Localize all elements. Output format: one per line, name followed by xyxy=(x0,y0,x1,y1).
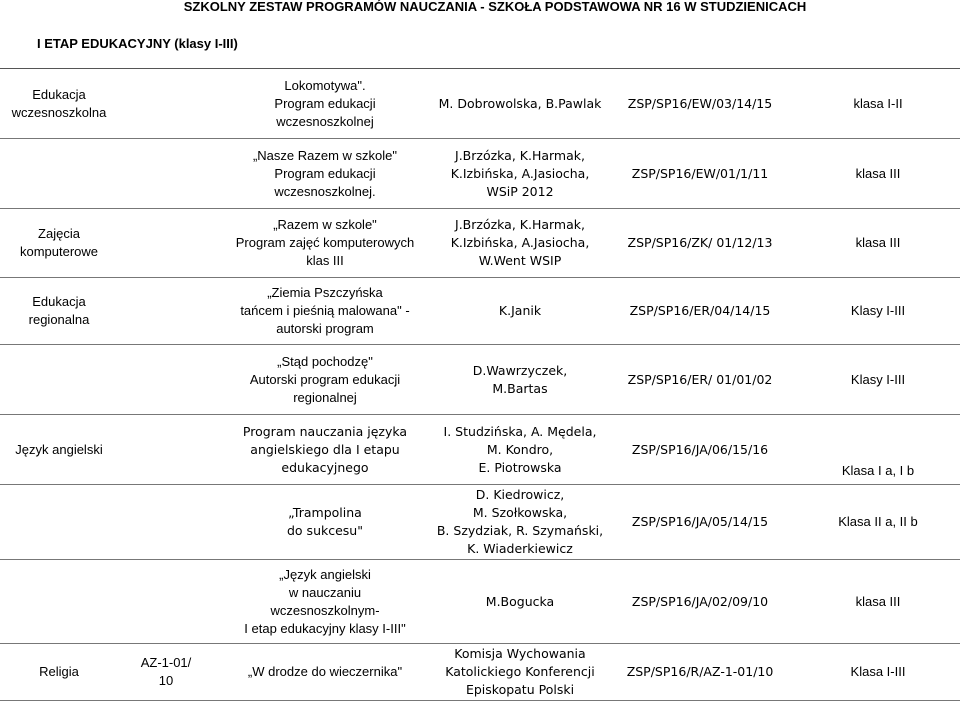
classes-cell: Klasa II a, II b xyxy=(796,485,960,560)
author-line: M. Kondro, xyxy=(486,441,554,457)
author-line: D. Kiedrowicz, xyxy=(475,487,565,502)
program-cell xyxy=(214,278,436,345)
table-row xyxy=(0,560,960,644)
subject-cell xyxy=(0,415,118,485)
document-title: SZKOLNY ZESTAW PROGRAMÓW NAUCZANIA - SZKOŁA PODSTAWOWA NR 16 W STUDZIENICACH xyxy=(183,0,807,14)
author-line: K.Izbińska, A.Jasiocha, xyxy=(450,235,590,250)
author-line: J.Brzózka, K.Harmak, xyxy=(455,147,585,163)
program-line: „W drodze do wieczernika" xyxy=(247,664,403,679)
code-cell xyxy=(118,485,214,560)
program-line: wczesnoszkolnej xyxy=(276,113,374,129)
subject-line: Język angielski xyxy=(15,441,103,457)
program-line: „Nasze Razem w szkole" xyxy=(252,147,398,163)
program-line: Program edukacji xyxy=(274,95,376,111)
table-row xyxy=(0,69,960,139)
program-line: do sukcesu" xyxy=(287,523,363,538)
author-line: M.Bartas xyxy=(492,380,548,396)
program-line: edukacyjnego xyxy=(281,459,369,475)
program-cell xyxy=(214,560,436,644)
program-line: autorski program xyxy=(276,321,374,336)
program-cell xyxy=(214,644,436,701)
author-line: B. Szydziak, R. Szymański, xyxy=(436,523,604,538)
author-line: D.Wawrzyczek, xyxy=(472,362,568,378)
classes-cell: Klasa I a, I b xyxy=(796,415,960,485)
code-cell xyxy=(118,139,214,209)
table-row xyxy=(0,345,960,415)
program-cell xyxy=(214,485,436,560)
code-cell xyxy=(118,69,214,139)
classes-cell: klasa III xyxy=(796,139,960,209)
document-subtitle: I ETAP EDUKACYJNY (klasy I-III) xyxy=(37,36,238,51)
program-cell xyxy=(214,415,436,485)
author-line: E. Piotrowska xyxy=(478,459,562,475)
program-number-cell: ZSP/SP16/ER/ 01/01/02 xyxy=(604,345,796,415)
subject-line: wczesnoszkolna xyxy=(11,104,107,120)
classes-cell: klasa I-II xyxy=(796,69,960,139)
program-line: klas III xyxy=(306,253,344,268)
subject-cell xyxy=(0,345,118,415)
authors-cell xyxy=(436,209,604,278)
code-cell xyxy=(118,345,214,415)
authors-cell xyxy=(436,69,604,139)
program-cell xyxy=(214,345,436,415)
program-number-cell: ZSP/SP16/JA/02/09/10 xyxy=(604,560,796,644)
program-line: „Stąd pochodzę" xyxy=(277,353,373,369)
author-line: M.Bogucka xyxy=(485,593,555,609)
author-line: M. Szołkowska, xyxy=(472,505,568,520)
program-number-cell: ZSP/SP16/R/AZ-1-01/10 xyxy=(604,644,796,701)
author-line: Episkopatu Polski xyxy=(465,682,575,697)
subject-cell xyxy=(0,139,118,209)
subject-cell xyxy=(0,69,118,139)
program-number-cell: ZSP/SP16/EW/01/1/11 xyxy=(604,139,796,209)
program-line: w nauczaniu xyxy=(288,584,362,600)
subject-line: regionalna xyxy=(28,312,90,327)
program-line: „Ziemia Pszczyńska xyxy=(267,285,383,300)
subject-cell xyxy=(0,560,118,644)
program-line: Program zajęć komputerowych xyxy=(235,235,415,250)
author-line: WSiP 2012 xyxy=(486,183,554,199)
authors-cell xyxy=(436,345,604,415)
author-line: Komisja Wychowania xyxy=(454,646,586,661)
subject-line: Edukacja xyxy=(32,294,86,309)
program-cell xyxy=(214,139,436,209)
code-cell xyxy=(118,644,214,701)
author-line: K. Wiaderkiewicz xyxy=(467,541,573,556)
program-number-cell: ZSP/SP16/ZK/ 01/12/13 xyxy=(604,209,796,278)
classes-cell: Klasy I-III xyxy=(796,345,960,415)
table-row xyxy=(0,278,960,345)
table-row xyxy=(0,415,960,485)
program-line: Program edukacji xyxy=(274,165,376,181)
author-line: Katolickiego Konferencji xyxy=(445,664,595,679)
program-line: wczesnoszkolnej. xyxy=(274,183,376,199)
authors-cell xyxy=(436,415,604,485)
program-cell xyxy=(214,209,436,278)
table-row xyxy=(0,139,960,209)
classes-cell: klasa III xyxy=(796,560,960,644)
author-line: J.Brzózka, K.Harmak, xyxy=(455,217,585,232)
classes-cell: Klasa I-III xyxy=(796,644,960,701)
program-line: „Język angielski xyxy=(279,566,371,582)
table-row xyxy=(0,644,960,701)
program-line: regionalnej xyxy=(293,389,357,405)
program-line: Autorski program edukacji xyxy=(249,371,401,387)
program-line: angielskiego dla I etapu xyxy=(250,441,400,457)
program-cell xyxy=(214,69,436,139)
program-line: „Trampolina xyxy=(288,505,362,520)
program-line: wczesnoszkolnym- xyxy=(270,602,380,618)
classes-cell: Klasy I-III xyxy=(796,278,960,345)
subject-cell xyxy=(0,485,118,560)
program-line: „Razem w szkole" xyxy=(273,217,377,232)
author-line: I. Studzińska, A. Mędela, xyxy=(443,423,597,439)
program-line: I etap edukacyjny klasy I-III" xyxy=(244,620,406,636)
program-line: Lokomotywa". xyxy=(284,77,366,93)
code-cell xyxy=(118,415,214,485)
subject-cell xyxy=(0,644,118,701)
code-cell xyxy=(118,209,214,278)
author-line: M. Dobrowolska, B.Pawlak xyxy=(438,95,602,111)
program-line: tańcem i pieśnią malowana" - xyxy=(240,303,410,318)
code-cell xyxy=(118,560,214,644)
author-line: K.Izbińska, A.Jasiocha, xyxy=(450,165,590,181)
program-table xyxy=(0,68,960,701)
authors-cell xyxy=(436,278,604,345)
table-row xyxy=(0,209,960,278)
table-row xyxy=(0,485,960,560)
code-cell xyxy=(118,278,214,345)
author-line: W.Went WSIP xyxy=(478,253,562,268)
authors-cell xyxy=(436,485,604,560)
program-number-cell: ZSP/SP16/EW/03/14/15 xyxy=(604,69,796,139)
code-line: 10 xyxy=(158,673,174,688)
code-line: AZ-1-01/ xyxy=(140,655,192,670)
subject-cell xyxy=(0,278,118,345)
program-number-cell: ZSP/SP16/ER/04/14/15 xyxy=(604,278,796,345)
authors-cell xyxy=(436,560,604,644)
authors-cell xyxy=(436,139,604,209)
author-line: K.Janik xyxy=(498,303,542,318)
program-line: Program nauczania języka xyxy=(242,423,408,439)
program-number-cell: ZSP/SP16/JA/06/15/16 xyxy=(604,415,796,485)
classes-cell: klasa III xyxy=(796,209,960,278)
authors-cell xyxy=(436,644,604,701)
subject-line: Religia xyxy=(39,664,79,679)
subject-line: Zajęcia xyxy=(38,226,80,241)
subject-line: Edukacja xyxy=(32,86,86,102)
subject-line: komputerowe xyxy=(19,244,99,259)
program-number-cell: ZSP/SP16/JA/05/14/15 xyxy=(604,485,796,560)
subject-cell xyxy=(0,209,118,278)
